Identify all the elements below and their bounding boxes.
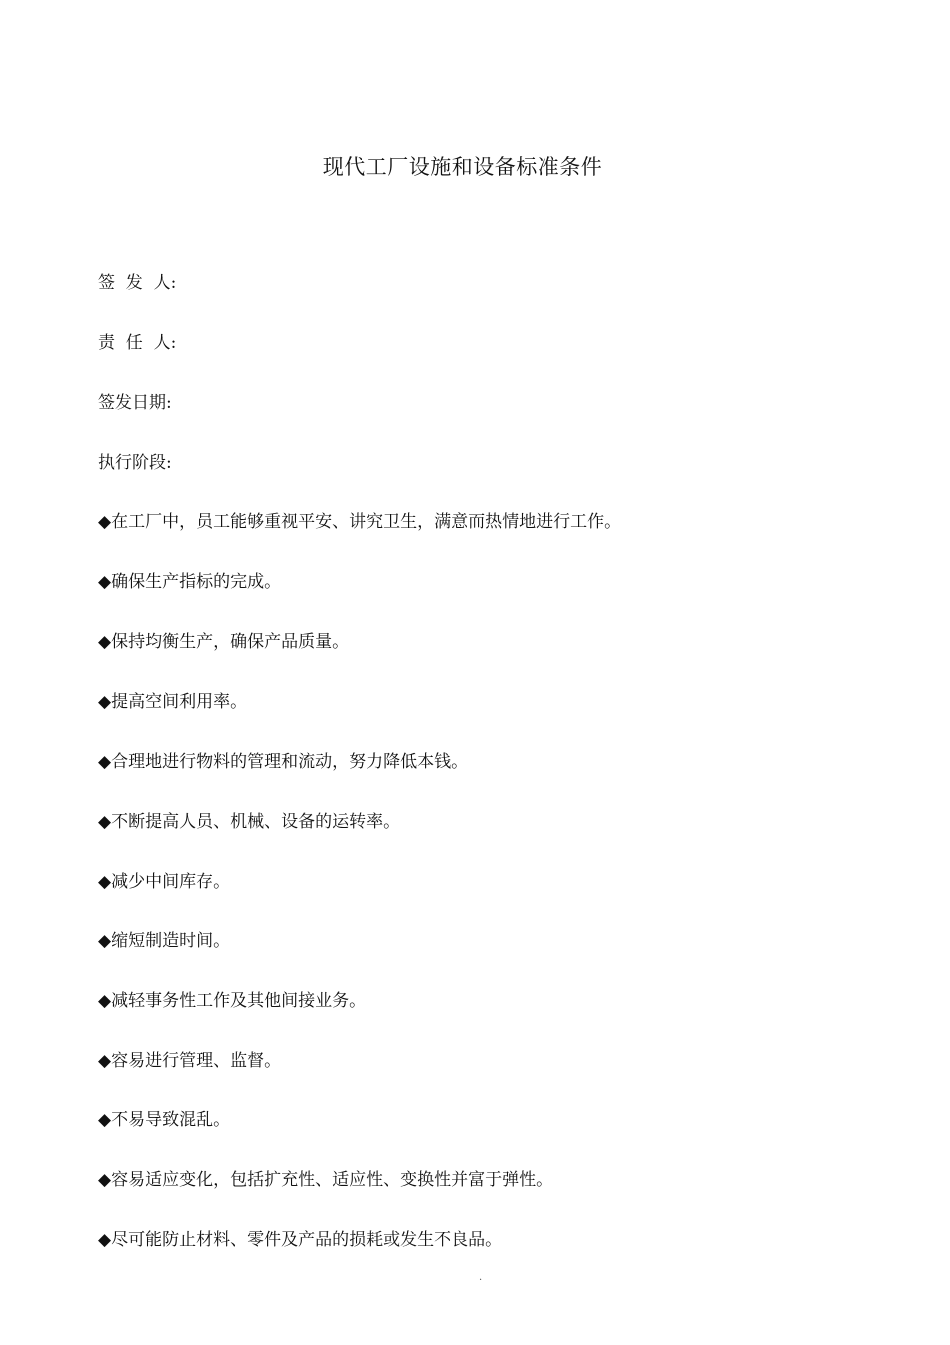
meta-field-responsible [98,331,176,355]
bullet-text: 不易导致混乱。 [111,1110,231,1130]
bullet-item [98,690,247,714]
diamond-bullet-icon: ◆ [98,632,112,652]
diamond-bullet-icon: ◆ [98,1170,112,1190]
bullet-item [98,570,281,594]
bullet-text: 容易适应变化，包括扩充性、适应性、变换性并富于弹性。 [111,1170,554,1190]
meta-field-issue-date [98,391,172,415]
bullet-text: 尽可能防止材料、零件及产品的损耗或发生不良品。 [111,1230,503,1250]
diamond-bullet-icon: ◆ [98,572,112,592]
bullet-text: 减轻事务性工作及其他间接业务。 [111,991,367,1011]
bullet-text: 不断提高人员、机械、设备的运转率。 [111,812,401,832]
bullet-item [98,1108,230,1132]
diamond-bullet-icon: ◆ [98,812,112,832]
bullet-item [98,1168,553,1192]
bullet-text: 在工厂中，员工能够重视平安、讲究卫生，满意而热情地进行工作。 [111,512,622,532]
bullet-text: 合理地进行物料的管理和流动，努力降低本钱。 [111,752,469,772]
diamond-bullet-icon: ◆ [98,931,112,951]
bullet-item [98,810,400,834]
bullet-item [98,870,230,894]
meta-field-label: 签 发 人: [98,273,177,293]
bullet-item [98,1228,502,1252]
bullet-text: 保持均衡生产，确保产品质量。 [111,632,350,652]
diamond-bullet-icon: ◆ [98,991,112,1011]
bullet-item [98,989,366,1013]
bullet-item [98,630,349,654]
diamond-bullet-icon: ◆ [98,1230,112,1250]
meta-field-label: 责 任 人: [98,333,177,353]
bullet-text: 减少中间库存。 [111,872,231,892]
diamond-bullet-icon: ◆ [98,1051,112,1071]
document-title: 现代工厂设施和设备标准条件 [322,155,603,179]
bullet-text: 提高空间利用率。 [111,692,248,712]
bullet-item [98,1049,281,1073]
bullet-item [98,510,621,534]
diamond-bullet-icon: ◆ [98,872,112,892]
meta-field-label: 执行阶段: [98,453,172,473]
bullet-text: 确保生产指标的完成。 [111,572,282,592]
meta-field-phase [98,451,172,475]
meta-field-label: 签发日期: [98,393,172,413]
diamond-bullet-icon: ◆ [98,1110,112,1130]
bullet-item [98,929,230,953]
diamond-bullet-icon: ◆ [98,752,112,772]
page-footer-mark: . [479,1272,483,1283]
bullet-item [98,750,468,774]
bullet-text: 容易进行管理、监督。 [111,1051,282,1071]
bullet-text: 缩短制造时间。 [111,931,231,951]
meta-field-issuer [98,271,176,295]
diamond-bullet-icon: ◆ [98,512,112,532]
diamond-bullet-icon: ◆ [98,692,112,712]
